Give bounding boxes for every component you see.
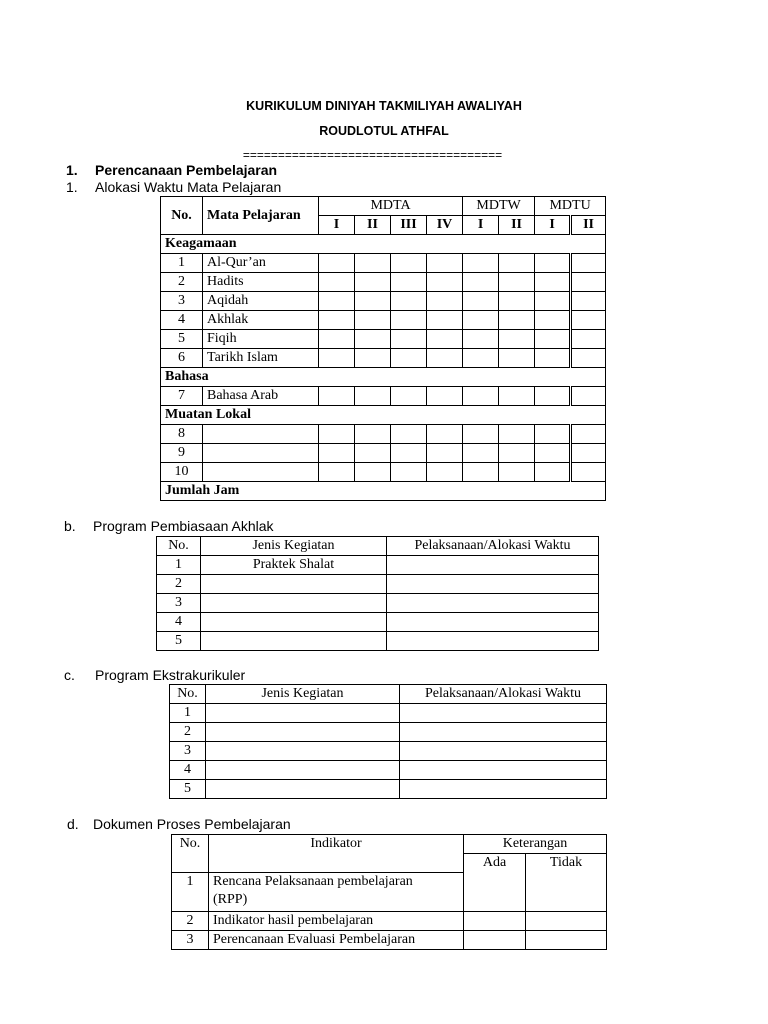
activity-cell [201, 575, 387, 594]
hour-cell [571, 330, 606, 349]
hour-cell [535, 463, 571, 482]
hour-cell [391, 254, 427, 273]
hour-cell [319, 292, 355, 311]
hour-cell [463, 273, 499, 292]
indicator-line: Rencana Pelaksanaan pembelajaran [213, 873, 413, 889]
hour-cell [427, 463, 463, 482]
activity-cell [206, 742, 400, 761]
subsection-title: Alokasi Waktu Mata Pelajaran [95, 179, 282, 195]
table-row [170, 780, 607, 799]
allocation-cell [387, 575, 599, 594]
hour-cell [319, 425, 355, 444]
hour-cell [463, 425, 499, 444]
hour-cell [391, 330, 427, 349]
head-level: I [319, 216, 355, 235]
hour-cell [571, 444, 606, 463]
hour-cell [355, 254, 391, 273]
indicator-cell: Indikator hasil pembelajaran [209, 911, 464, 930]
subject-row [161, 444, 606, 463]
hour-cell [571, 254, 606, 273]
row-no: 10 [161, 463, 203, 482]
subject-row [161, 273, 606, 292]
head-level: III [391, 216, 427, 235]
head-tidak: Tidak [526, 854, 607, 873]
hour-cell [499, 463, 535, 482]
hour-cell [499, 254, 535, 273]
hour-cell [571, 425, 606, 444]
hour-cell [391, 425, 427, 444]
hour-cell [427, 349, 463, 368]
section-d-label: d. [67, 816, 79, 832]
hour-cell [355, 292, 391, 311]
subject-row [161, 425, 606, 444]
allocation-cell [387, 632, 599, 651]
hour-cell [391, 349, 427, 368]
hour-cell [535, 387, 571, 406]
hour-cell [391, 387, 427, 406]
row-no: 7 [161, 387, 203, 406]
hour-cell [463, 292, 499, 311]
row-no: 3 [157, 594, 201, 613]
hour-cell [427, 273, 463, 292]
hour-cell [355, 330, 391, 349]
section-b-label: b. [64, 518, 76, 534]
section-c-label: c. [64, 667, 75, 683]
table-row [172, 911, 607, 930]
hour-cell [499, 330, 535, 349]
hour-cell [571, 463, 606, 482]
title-separator: ===================================== [242, 148, 503, 162]
hour-cell [535, 425, 571, 444]
activity-cell [201, 632, 387, 651]
subject-name [203, 425, 319, 444]
allocation-cell [387, 594, 599, 613]
indicator-cell: Perencanaan Evaluasi Pembelajaran [209, 930, 464, 949]
table-row [157, 594, 599, 613]
hour-cell [535, 444, 571, 463]
head-level: I [463, 216, 499, 235]
table-row [170, 723, 607, 742]
subject-name: Al-Qur’an [203, 254, 319, 273]
hour-cell [571, 349, 606, 368]
hour-cell [571, 387, 606, 406]
extracurricular-table [169, 684, 607, 799]
hour-cell [499, 387, 535, 406]
hour-cell [427, 311, 463, 330]
hour-cell [463, 254, 499, 273]
table-row [170, 704, 607, 723]
hour-cell [355, 311, 391, 330]
hour-cell [427, 292, 463, 311]
ada-cell [464, 930, 526, 949]
hour-cell [463, 349, 499, 368]
category-muatan-lokal: Muatan Lokal [161, 406, 606, 425]
hour-cell [319, 330, 355, 349]
ada-cell [464, 911, 526, 930]
hour-cell [535, 254, 571, 273]
hour-cell [391, 292, 427, 311]
subject-row [161, 463, 606, 482]
hour-cell [427, 425, 463, 444]
subject-name: Aqidah [203, 292, 319, 311]
hour-cell [463, 311, 499, 330]
hour-cell [355, 463, 391, 482]
hour-cell [535, 311, 571, 330]
indicator-cell [209, 872, 464, 911]
row-no: 5 [157, 632, 201, 651]
hour-cell [499, 292, 535, 311]
head-mata-pelajaran: Mata Pelajaran [203, 197, 319, 235]
head-level: II [355, 216, 391, 235]
hour-cell [499, 425, 535, 444]
hour-cell [319, 463, 355, 482]
head-level: II [571, 216, 606, 235]
hour-cell [571, 311, 606, 330]
hour-cell [319, 349, 355, 368]
subject-row [161, 292, 606, 311]
total-hours-row: Jumlah Jam [161, 482, 606, 501]
row-no: 1 [157, 556, 201, 575]
tidak-cell [526, 930, 607, 949]
row-no: 5 [170, 780, 206, 799]
hour-cell [355, 387, 391, 406]
activity-cell [201, 613, 387, 632]
category-bahasa: Bahasa [161, 368, 606, 387]
habituation-table [156, 536, 599, 651]
head-ada: Ada [464, 854, 526, 873]
row-no: 4 [157, 613, 201, 632]
document-process-table [171, 834, 607, 950]
activity-cell [206, 780, 400, 799]
row-no: 2 [172, 911, 209, 930]
row-no: 6 [161, 349, 203, 368]
allocation-cell [387, 556, 599, 575]
hour-cell [355, 349, 391, 368]
head-group-mdta: MDTA [319, 197, 463, 216]
subject-name [203, 444, 319, 463]
document-subtitle: ROUDLOTUL ATHFAL [319, 124, 449, 138]
head-alokasi-waktu: Pelaksanaan/Alokasi Waktu [387, 537, 599, 556]
category-keagamaan: Keagamaan [161, 235, 606, 254]
hour-cell [535, 292, 571, 311]
row-no: 1 [161, 254, 203, 273]
tidak-cell [526, 911, 607, 930]
subject-name: Akhlak [203, 311, 319, 330]
table-row [170, 742, 607, 761]
section-d-title: Dokumen Proses Pembelajaran [93, 816, 291, 832]
hour-cell [499, 273, 535, 292]
hour-cell [463, 330, 499, 349]
row-no: 3 [161, 292, 203, 311]
hour-cell [391, 311, 427, 330]
hour-cell [571, 292, 606, 311]
subject-name: Hadits [203, 273, 319, 292]
row-no: 3 [172, 930, 209, 949]
subject-row [161, 254, 606, 273]
row-no: 2 [161, 273, 203, 292]
allocation-cell [400, 723, 607, 742]
hour-cell [571, 273, 606, 292]
hour-cell [427, 387, 463, 406]
subject-name: Fiqih [203, 330, 319, 349]
allocation-cell [400, 704, 607, 723]
hour-cell [391, 444, 427, 463]
row-no: 2 [157, 575, 201, 594]
row-no: 3 [170, 742, 206, 761]
row-no: 1 [172, 872, 209, 911]
head-level: IV [427, 216, 463, 235]
hour-cell [463, 463, 499, 482]
activity-cell [201, 594, 387, 613]
head-level: I [535, 216, 571, 235]
hour-cell [355, 425, 391, 444]
hour-cell [391, 273, 427, 292]
section-number: 1. [66, 162, 78, 178]
activity-cell [206, 761, 400, 780]
head-jenis-kegiatan: Jenis Kegiatan [206, 685, 400, 704]
hour-cell [427, 330, 463, 349]
allocation-cell [387, 613, 599, 632]
head-jenis-kegiatan: Jenis Kegiatan [201, 537, 387, 556]
head-keterangan: Keterangan [464, 835, 607, 854]
hour-cell [535, 330, 571, 349]
hour-cell [319, 387, 355, 406]
head-alokasi-waktu: Pelaksanaan/Alokasi Waktu [400, 685, 607, 704]
subject-name [203, 463, 319, 482]
subject-row [161, 311, 606, 330]
row-no: 4 [170, 761, 206, 780]
hour-cell [499, 311, 535, 330]
section-title: Perencanaan Pembelajaran [95, 162, 278, 178]
hour-cell [319, 254, 355, 273]
head-no: No. [172, 835, 209, 873]
indicator-line: (RPP) [213, 891, 248, 907]
hour-cell [499, 444, 535, 463]
hour-cell [355, 273, 391, 292]
row-no: 4 [161, 311, 203, 330]
table-row [172, 872, 607, 911]
subject-name: Bahasa Arab [203, 387, 319, 406]
subject-name: Tarikh Islam [203, 349, 319, 368]
tidak-cell [526, 872, 607, 911]
hour-cell [499, 349, 535, 368]
table-row [157, 613, 599, 632]
hour-cell [535, 273, 571, 292]
activity-cell [206, 723, 400, 742]
hour-cell [355, 444, 391, 463]
head-no: No. [157, 537, 201, 556]
allocation-table [160, 196, 606, 501]
hour-cell [463, 444, 499, 463]
subject-row [161, 349, 606, 368]
section-c-title: Program Ekstrakurikuler [95, 667, 246, 683]
activity-cell [206, 704, 400, 723]
head-indikator: Indikator [209, 835, 464, 873]
subsection-number: 1. [66, 179, 78, 195]
row-no: 2 [170, 723, 206, 742]
table-row [157, 632, 599, 651]
row-no: 1 [170, 704, 206, 723]
head-no: No. [161, 197, 203, 235]
head-group-mdtw: MDTW [463, 197, 535, 216]
hour-cell [319, 311, 355, 330]
table-row [157, 575, 599, 594]
table-row [172, 930, 607, 949]
hour-cell [319, 444, 355, 463]
hour-cell [427, 444, 463, 463]
ada-cell [464, 872, 526, 911]
hour-cell [319, 273, 355, 292]
section-b-title: Program Pembiasaan Akhlak [93, 518, 274, 534]
subject-row [161, 387, 606, 406]
head-level: II [499, 216, 535, 235]
document-title: KURIKULUM DINIYAH TAKMILIYAH AWALIYAH [246, 99, 522, 113]
allocation-cell [400, 780, 607, 799]
hour-cell [391, 463, 427, 482]
hour-cell [535, 349, 571, 368]
activity-cell: Praktek Shalat [201, 556, 387, 575]
row-no: 5 [161, 330, 203, 349]
allocation-cell [400, 742, 607, 761]
table-row [170, 761, 607, 780]
head-group-mdtu: MDTU [535, 197, 606, 216]
head-no: No. [170, 685, 206, 704]
subject-row [161, 330, 606, 349]
row-no: 9 [161, 444, 203, 463]
hour-cell [463, 387, 499, 406]
hour-cell [427, 254, 463, 273]
allocation-cell [400, 761, 607, 780]
row-no: 8 [161, 425, 203, 444]
table-row [157, 556, 599, 575]
